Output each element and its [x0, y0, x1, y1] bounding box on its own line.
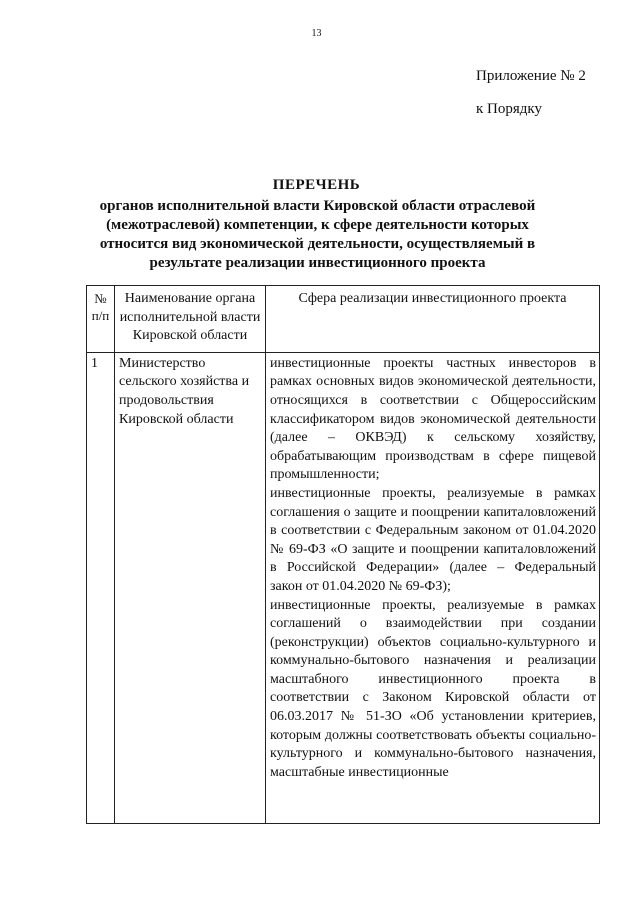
table-header-row [87, 286, 600, 353]
document-title: ПЕРЕЧЕНЬ [272, 177, 361, 193]
header-authority: Наименование органа исполнительной власти Кировской области [115, 286, 266, 353]
row-scope [266, 352, 600, 823]
page-number: 13 [311, 28, 322, 39]
scope-paragraph: инвестиционные проекты частных инвесторов в рамках основных видов экономической деятельности, относящихся в соответствии с Общероссийским классификатором видов экономической деятельности (далее – ОКВЭД) к сельскому хозяйству, обрабатывающим производствам в сфере пищевой промышленности; [270, 355, 596, 483]
row-number: 1 [87, 352, 115, 823]
header-number: № п/п [87, 286, 115, 353]
scope-paragraph: инвестиционные проекты, реализуемые в рамках соглашений о взаимодействии при создании (реконструкции) объектов социально-культурного и коммунально-бытового назначения и реализации масштабного инвестиционного проекта в соответствии с Законом Кировской области от 06.03.2017 № 51-ЗО «Об установлении критериев, которым должны соответствовать объекты социально-культурного и коммунально-бытового назначения, масштабные инвестиционные [270, 597, 596, 780]
appendix-title: Приложение № 2 [476, 68, 586, 84]
document-subtitle: органов исполнительной власти Кировской области отраслевой (межотраслевой) компетенции, к сфере деятельности которых относится вид экономической деятельности, осуществляемый в результате реализации инвестиционного проекта [99, 198, 536, 271]
appendix-subtitle: к Порядку [476, 101, 542, 117]
table-row [87, 352, 600, 823]
authorities-table [86, 285, 600, 824]
header-scope: Сфера реализации инвестиционного проекта [266, 286, 600, 353]
scope-paragraph: инвестиционные проекты, реализуемые в рамках соглашения о защите и поощрении капиталовложений в соответствии с Федеральным законом от 01.04.2020 № 69-ФЗ «О защите и поощрении капиталовложений в Российской Федерации» (далее – Федеральный закон от 01.04.2020 № 69-ФЗ); [270, 485, 596, 594]
row-authority: Министерство сельского хозяйства и продовольствия Кировской области [115, 352, 266, 823]
